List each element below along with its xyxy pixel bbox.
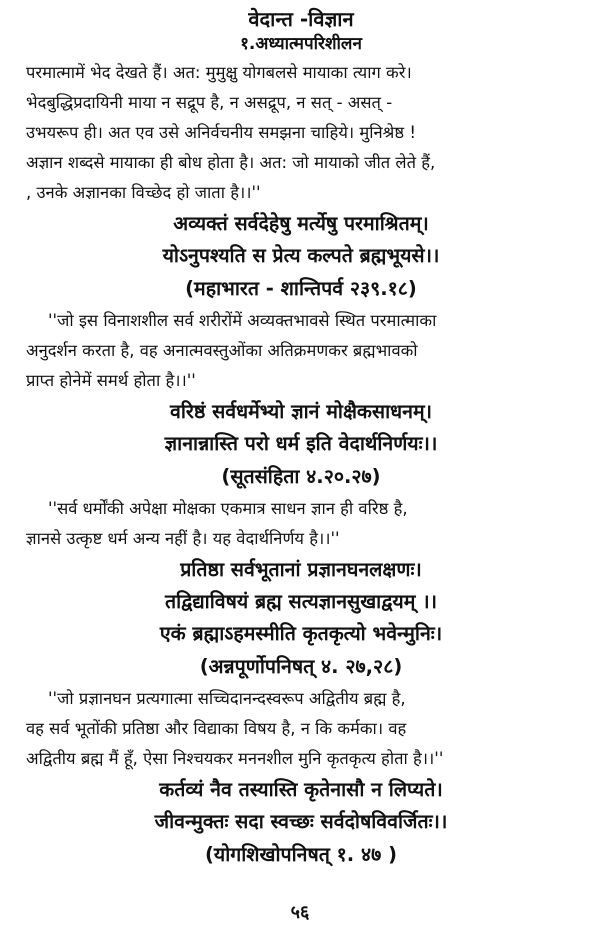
sanskrit-verse bbox=[26, 208, 576, 272]
paragraph-line: ज्ञानसे उत्कृष्ट धर्म अन्य नहीं है। यह वेदार्थनिर्णय है।।'' bbox=[26, 529, 340, 548]
verse-line: जीवन्मुक्तः सदा स्वच्छः सर्वदोषविवर्जितः।। bbox=[154, 810, 448, 833]
page-title: वेदान्त -विज्ञान bbox=[248, 7, 354, 31]
verse-line: कर्तव्यं नैव तस्यास्ति कृतेनासौ न लिप्यते। bbox=[159, 778, 443, 801]
sanskrit-verse bbox=[26, 554, 576, 650]
paragraph-line: वह सर्व भूतोंकी प्रतिष्ठा और विद्याका विषय है, न कि कर्मका। वह bbox=[26, 719, 407, 738]
hindi-paragraph bbox=[26, 306, 576, 396]
paragraph-line: प्राप्त होनेमें समर्थ होता है।।'' bbox=[26, 371, 196, 390]
page-body bbox=[26, 58, 576, 872]
verse-line: प्रतिष्ठा सर्वभूतानां प्रज्ञानघनलक्षणः। bbox=[180, 558, 422, 581]
citation: (अन्नपूर्णोपनिषत् ४. २७,२८) bbox=[199, 655, 403, 678]
paragraph-line: अनुदर्शन करता है, वह अनात्मवस्तुओंका अतिक्रमणकर ब्रह्मभावको bbox=[26, 341, 418, 360]
hindi-paragraph bbox=[26, 494, 576, 554]
verse-line: योऽनुपश्यति स प्रेत्य कल्पते ब्रह्मभूयसे।। bbox=[162, 244, 440, 267]
citation: (महाभारत - शान्तिपर्व २३९.१८) bbox=[185, 277, 417, 300]
paragraph-line: , उनके अज्ञानका विच्छेद हो जाता है।।'' bbox=[26, 183, 261, 202]
paragraph-line: परमात्मामें भेद देखते हैं। अत: मुमुक्षु योगबलसे मायाका त्याग करे। bbox=[26, 63, 412, 82]
citation: (योगशिखोपनिषत् १. ४७ ) bbox=[204, 843, 397, 866]
paragraph-line: ''सर्व धर्मोंकी अपेक्षा मोक्षका एकमात्र साधन ज्ञान ही वरिष्ठ है, bbox=[48, 499, 408, 518]
sanskrit-verse bbox=[26, 396, 576, 460]
section-subtitle: १.अध्यात्मपरिशीलन bbox=[240, 34, 362, 54]
verse-line: वरिष्ठं सर्वधर्मेभ्यो ज्ञानं मोक्षैकसाधनम्। bbox=[169, 400, 432, 423]
verse-line: तद्विद्याविषयं ब्रह्म सत्यज्ञानसुखाद्वयम् ।। bbox=[165, 590, 437, 613]
verse-line: अव्यक्तं सर्वदेहेषु मर्त्येषु परमाश्रितम्। bbox=[173, 212, 429, 235]
paragraph-line: अद्वितीय ब्रह्म मैं हूँ, ऐसा निश्चयकर मननशील मुनि कृतकृत्य होता है।।'' bbox=[26, 749, 444, 768]
page-number: ५६ bbox=[290, 902, 310, 923]
paragraph-line: भेदबुद्धिप्रदायिनी माया न सद्रूप है, न असद्रूप, न सत् - असत् - bbox=[26, 93, 393, 112]
verse-line: एकं ब्रह्माऽहमस्मीति कृतकृत्यो भवेन्मुनिः। bbox=[159, 622, 443, 645]
hindi-paragraph bbox=[26, 58, 576, 208]
verse-line: ज्ञानान्नास्ति परो धर्म इति वेदार्थनिर्णयः।। bbox=[164, 432, 438, 455]
citation: (सूतसंहिता ४.२०.२७) bbox=[221, 465, 381, 488]
paragraph-line: अज्ञान शब्दसे मायाका ही बोध होता है। अत: जो मायाको जीत लेते हैं, bbox=[26, 153, 436, 172]
paragraph-line: ''जो प्रज्ञानघन प्रत्यगात्मा सच्चिदानन्दस्वरूप अद्वितीय ब्रह्म है, bbox=[48, 689, 406, 708]
sanskrit-verse bbox=[26, 774, 576, 838]
hindi-paragraph bbox=[26, 684, 576, 774]
paragraph-line: ''जो इस विनाशशील सर्व शरीरोंमें अव्यक्तभावसे स्थित परमात्माका bbox=[48, 311, 437, 330]
paragraph-line: उभयरूप ही। अत एव उसे अनिर्वचनीय समझना चाहिये। मुनिश्रेष्ठ ! bbox=[26, 123, 416, 142]
